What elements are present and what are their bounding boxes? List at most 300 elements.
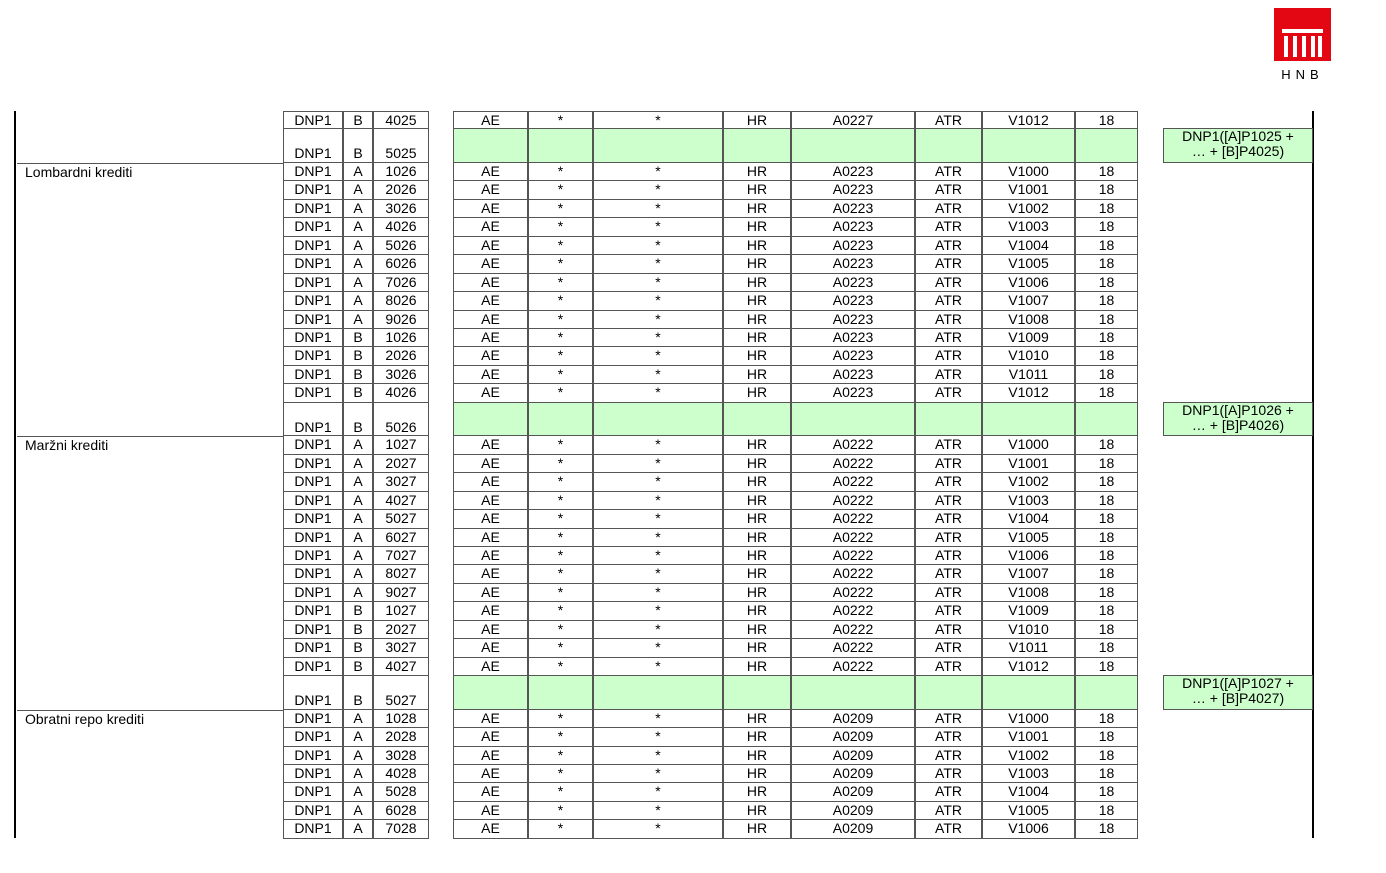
- cell-code: 3027: [373, 639, 429, 657]
- cell-account: A0209: [791, 728, 915, 746]
- cell-star-2: *: [593, 311, 723, 329]
- cell-sector: B: [343, 602, 373, 620]
- cell-value: 18: [1075, 329, 1138, 347]
- total-cell-star-2: [593, 403, 723, 437]
- cell-atr: ATR: [915, 455, 982, 473]
- cell-code: 8027: [373, 565, 429, 583]
- cell-code: 7026: [373, 274, 429, 292]
- cell-country: HR: [723, 492, 791, 510]
- cell-ae: AE: [453, 311, 528, 329]
- cell-variable: V1004: [982, 510, 1075, 528]
- cell-star-1: *: [528, 510, 593, 528]
- cell-country: HR: [723, 602, 791, 620]
- cell-star-1: *: [528, 529, 593, 547]
- cell-star-2: *: [593, 492, 723, 510]
- cell-star-2: *: [593, 163, 723, 181]
- cell-ae: AE: [453, 111, 528, 129]
- cell-dnp: DNP1: [283, 783, 343, 801]
- cell-code: 1026: [373, 329, 429, 347]
- cell-star-1: *: [528, 658, 593, 676]
- cell-account: A0222: [791, 658, 915, 676]
- cell-star-1: *: [528, 765, 593, 783]
- cell-atr: ATR: [915, 547, 982, 565]
- formula-line: DNP1([A]P1027 +: [1182, 675, 1294, 692]
- cell-account: A0223: [791, 329, 915, 347]
- cell-variable: V1006: [982, 547, 1075, 565]
- cell-account: A0223: [791, 181, 915, 199]
- cell-ae: AE: [453, 602, 528, 620]
- total-cell-star-2: [593, 676, 723, 710]
- cell-atr: ATR: [915, 492, 982, 510]
- cell-variable: V1002: [982, 747, 1075, 765]
- cell-country: HR: [723, 547, 791, 565]
- cell-sector: B: [343, 329, 373, 347]
- cell-account: A0209: [791, 802, 915, 820]
- cell-atr: ATR: [915, 111, 982, 129]
- cell-variable: V1011: [982, 639, 1075, 657]
- cell-sector: A: [343, 455, 373, 473]
- cell-dnp: DNP1: [283, 111, 343, 129]
- cell-variable: V1007: [982, 292, 1075, 310]
- cell-ae: AE: [453, 510, 528, 528]
- cell-star-2: *: [593, 255, 723, 273]
- total-cell-value: [1075, 129, 1138, 163]
- cell-variable: V1000: [982, 710, 1075, 728]
- cell-variable: V1010: [982, 621, 1075, 639]
- cell-country: HR: [723, 163, 791, 181]
- cell-value: 18: [1075, 710, 1138, 728]
- cell-value: 18: [1075, 584, 1138, 602]
- cell-value: 18: [1075, 728, 1138, 746]
- cell-star-1: *: [528, 783, 593, 801]
- cell-ae: AE: [453, 747, 528, 765]
- cell-account: A0223: [791, 384, 915, 402]
- cell-value: 18: [1075, 492, 1138, 510]
- right-border: [1312, 111, 1314, 838]
- cell-ae: AE: [453, 473, 528, 491]
- total-formula: [1163, 402, 1313, 437]
- cell-value: 18: [1075, 765, 1138, 783]
- total-cell-code: 5026: [373, 403, 429, 437]
- cell-ae: AE: [453, 200, 528, 218]
- cell-star-1: *: [528, 237, 593, 255]
- cell-code: 7027: [373, 547, 429, 565]
- cell-code: 9027: [373, 584, 429, 602]
- cell-sector: A: [343, 710, 373, 728]
- cell-dnp: DNP1: [283, 436, 343, 454]
- total-cell-dnp: DNP1: [283, 403, 343, 437]
- cell-atr: ATR: [915, 765, 982, 783]
- cell-star-2: *: [593, 181, 723, 199]
- cell-dnp: DNP1: [283, 602, 343, 620]
- cell-star-1: *: [528, 728, 593, 746]
- cell-value: 18: [1075, 658, 1138, 676]
- cell-dnp: DNP1: [283, 584, 343, 602]
- cell-sector: B: [343, 658, 373, 676]
- total-cell-account: [791, 403, 915, 437]
- cell-country: HR: [723, 802, 791, 820]
- cell-dnp: DNP1: [283, 710, 343, 728]
- cell-star-1: *: [528, 436, 593, 454]
- total-cell-country: [723, 676, 791, 710]
- cell-sector: A: [343, 473, 373, 491]
- cell-ae: AE: [453, 710, 528, 728]
- cell-ae: AE: [453, 237, 528, 255]
- cell-star-2: *: [593, 783, 723, 801]
- cell-dnp: DNP1: [283, 658, 343, 676]
- cell-star-1: *: [528, 455, 593, 473]
- cell-variable: V1003: [982, 765, 1075, 783]
- cell-star-1: *: [528, 311, 593, 329]
- cell-atr: ATR: [915, 292, 982, 310]
- cell-code: 5028: [373, 783, 429, 801]
- cell-atr: ATR: [915, 529, 982, 547]
- cell-star-1: *: [528, 366, 593, 384]
- cell-star-2: *: [593, 639, 723, 657]
- total-cell-country: [723, 129, 791, 163]
- cell-country: HR: [723, 621, 791, 639]
- cell-code: 6027: [373, 529, 429, 547]
- cell-value: 18: [1075, 510, 1138, 528]
- cell-dnp: DNP1: [283, 492, 343, 510]
- cell-sector: A: [343, 728, 373, 746]
- total-cell-sector: B: [343, 403, 373, 437]
- cell-account: A0222: [791, 436, 915, 454]
- cell-sector: A: [343, 200, 373, 218]
- cell-value: 18: [1075, 602, 1138, 620]
- cell-ae: AE: [453, 802, 528, 820]
- cell-star-2: *: [593, 710, 723, 728]
- cell-atr: ATR: [915, 181, 982, 199]
- cell-value: 18: [1075, 473, 1138, 491]
- cell-star-2: *: [593, 218, 723, 236]
- cell-account: A0222: [791, 639, 915, 657]
- cell-dnp: DNP1: [283, 366, 343, 384]
- cell-country: HR: [723, 255, 791, 273]
- cell-code: 8026: [373, 292, 429, 310]
- cell-variable: V1012: [982, 111, 1075, 129]
- cell-ae: AE: [453, 292, 528, 310]
- cell-star-1: *: [528, 492, 593, 510]
- cell-atr: ATR: [915, 747, 982, 765]
- total-cell-sector: B: [343, 129, 373, 163]
- cell-ae: AE: [453, 621, 528, 639]
- total-cell-ae: [453, 403, 528, 437]
- cell-atr: ATR: [915, 384, 982, 402]
- cell-star-1: *: [528, 200, 593, 218]
- cell-value: 18: [1075, 111, 1138, 129]
- cell-atr: ATR: [915, 565, 982, 583]
- cell-code: 3027: [373, 473, 429, 491]
- cell-atr: ATR: [915, 728, 982, 746]
- cell-sector: A: [343, 510, 373, 528]
- cell-code: 2026: [373, 181, 429, 199]
- cell-variable: V1008: [982, 584, 1075, 602]
- cell-sector: A: [343, 163, 373, 181]
- cell-variable: V1002: [982, 200, 1075, 218]
- cell-variable: V1004: [982, 783, 1075, 801]
- cell-star-2: *: [593, 366, 723, 384]
- cell-account: A0223: [791, 255, 915, 273]
- cell-variable: V1010: [982, 347, 1075, 365]
- total-cell-star-1: [528, 403, 593, 437]
- cell-account: A0209: [791, 783, 915, 801]
- cell-sector: A: [343, 492, 373, 510]
- cell-code: 5027: [373, 510, 429, 528]
- cell-sector: A: [343, 218, 373, 236]
- cell-value: 18: [1075, 274, 1138, 292]
- cell-atr: ATR: [915, 218, 982, 236]
- cell-account: A0223: [791, 366, 915, 384]
- group-label: Maržni krediti: [17, 436, 283, 454]
- cell-account: A0223: [791, 163, 915, 181]
- cell-star-1: *: [528, 111, 593, 129]
- cell-star-1: *: [528, 255, 593, 273]
- formula-line: DNP1([A]P1025 +: [1182, 128, 1294, 145]
- cell-sector: A: [343, 547, 373, 565]
- total-cell-atr: [915, 676, 982, 710]
- cell-dnp: DNP1: [283, 765, 343, 783]
- cell-sector: A: [343, 565, 373, 583]
- cell-star-2: *: [593, 565, 723, 583]
- cell-ae: AE: [453, 347, 528, 365]
- cell-variable: V1003: [982, 218, 1075, 236]
- cell-variable: V1002: [982, 473, 1075, 491]
- formula-line: DNP1([A]P1026 +: [1182, 401, 1294, 418]
- cell-variable: V1005: [982, 529, 1075, 547]
- cell-star-2: *: [593, 547, 723, 565]
- cell-sector: A: [343, 584, 373, 602]
- cell-star-1: *: [528, 602, 593, 620]
- cell-ae: AE: [453, 547, 528, 565]
- cell-dnp: DNP1: [283, 384, 343, 402]
- cell-country: HR: [723, 366, 791, 384]
- cell-ae: AE: [453, 820, 528, 838]
- cell-account: A0222: [791, 547, 915, 565]
- group-label: Obratni repo krediti: [17, 710, 283, 728]
- cell-value: 18: [1075, 200, 1138, 218]
- formula-line: … + [B]P4025): [1191, 143, 1285, 160]
- cell-ae: AE: [453, 783, 528, 801]
- total-cell-account: [791, 676, 915, 710]
- cell-star-2: *: [593, 584, 723, 602]
- cell-atr: ATR: [915, 473, 982, 491]
- cell-star-2: *: [593, 384, 723, 402]
- cell-country: HR: [723, 765, 791, 783]
- formula-line: … + [B]P4027): [1191, 690, 1285, 707]
- cell-atr: ATR: [915, 274, 982, 292]
- cell-star-2: *: [593, 820, 723, 838]
- cell-star-1: *: [528, 347, 593, 365]
- cell-star-2: *: [593, 111, 723, 129]
- cell-code: 6028: [373, 802, 429, 820]
- cell-variable: V1001: [982, 455, 1075, 473]
- cell-account: A0223: [791, 237, 915, 255]
- cell-ae: AE: [453, 163, 528, 181]
- cell-account: A0209: [791, 710, 915, 728]
- cell-variable: V1007: [982, 565, 1075, 583]
- cell-country: HR: [723, 783, 791, 801]
- cell-country: HR: [723, 473, 791, 491]
- cell-atr: ATR: [915, 255, 982, 273]
- cell-dnp: DNP1: [283, 565, 343, 583]
- cell-account: A0222: [791, 510, 915, 528]
- cell-star-2: *: [593, 765, 723, 783]
- cell-star-2: *: [593, 621, 723, 639]
- cell-dnp: DNP1: [283, 639, 343, 657]
- cell-ae: AE: [453, 565, 528, 583]
- cell-sector: A: [343, 255, 373, 273]
- left-border: [14, 111, 16, 838]
- cell-country: HR: [723, 710, 791, 728]
- cell-account: A0209: [791, 820, 915, 838]
- cell-star-1: *: [528, 329, 593, 347]
- cell-star-2: *: [593, 658, 723, 676]
- cell-dnp: DNP1: [283, 728, 343, 746]
- cell-country: HR: [723, 200, 791, 218]
- cell-code: 2026: [373, 347, 429, 365]
- cell-value: 18: [1075, 639, 1138, 657]
- cell-dnp: DNP1: [283, 455, 343, 473]
- total-cell-variable: [982, 403, 1075, 437]
- cell-ae: AE: [453, 274, 528, 292]
- cell-country: HR: [723, 274, 791, 292]
- cell-value: 18: [1075, 311, 1138, 329]
- cell-sector: A: [343, 436, 373, 454]
- cell-dnp: DNP1: [283, 255, 343, 273]
- cell-code: 5026: [373, 237, 429, 255]
- cell-ae: AE: [453, 436, 528, 454]
- cell-value: 18: [1075, 802, 1138, 820]
- cell-account: A0222: [791, 492, 915, 510]
- cell-sector: B: [343, 111, 373, 129]
- cell-star-1: *: [528, 710, 593, 728]
- cell-star-1: *: [528, 584, 593, 602]
- cell-variable: V1012: [982, 658, 1075, 676]
- cell-code: 1027: [373, 602, 429, 620]
- cell-ae: AE: [453, 492, 528, 510]
- cell-country: HR: [723, 639, 791, 657]
- cell-ae: AE: [453, 765, 528, 783]
- cell-sector: B: [343, 366, 373, 384]
- cell-star-1: *: [528, 181, 593, 199]
- cell-account: A0222: [791, 565, 915, 583]
- cell-code: 2027: [373, 621, 429, 639]
- cell-account: A0222: [791, 621, 915, 639]
- cell-value: 18: [1075, 218, 1138, 236]
- total-cell-account: [791, 129, 915, 163]
- cell-star-2: *: [593, 529, 723, 547]
- total-cell-atr: [915, 129, 982, 163]
- cell-account: A0223: [791, 347, 915, 365]
- total-cell-dnp: DNP1: [283, 676, 343, 710]
- cell-account: A0223: [791, 292, 915, 310]
- cell-variable: V1005: [982, 255, 1075, 273]
- cell-sector: A: [343, 274, 373, 292]
- cell-sector: A: [343, 747, 373, 765]
- cell-value: 18: [1075, 547, 1138, 565]
- cell-code: 6026: [373, 255, 429, 273]
- cell-sector: A: [343, 820, 373, 838]
- cell-value: 18: [1075, 783, 1138, 801]
- cell-account: A0227: [791, 111, 915, 129]
- cell-sector: A: [343, 783, 373, 801]
- total-cell-star-1: [528, 129, 593, 163]
- cell-dnp: DNP1: [283, 218, 343, 236]
- cell-country: HR: [723, 747, 791, 765]
- cell-variable: V1003: [982, 492, 1075, 510]
- cell-value: 18: [1075, 820, 1138, 838]
- total-cell-ae: [453, 129, 528, 163]
- cell-atr: ATR: [915, 802, 982, 820]
- cell-sector: A: [343, 802, 373, 820]
- cell-account: A0209: [791, 747, 915, 765]
- cell-dnp: DNP1: [283, 292, 343, 310]
- cell-dnp: DNP1: [283, 747, 343, 765]
- cell-value: 18: [1075, 565, 1138, 583]
- cell-atr: ATR: [915, 329, 982, 347]
- cell-account: A0222: [791, 584, 915, 602]
- cell-country: HR: [723, 510, 791, 528]
- cell-account: A0222: [791, 473, 915, 491]
- cell-star-1: *: [528, 565, 593, 583]
- cell-country: HR: [723, 311, 791, 329]
- cell-sector: B: [343, 639, 373, 657]
- total-cell-code: 5027: [373, 676, 429, 710]
- cell-star-2: *: [593, 274, 723, 292]
- cell-sector: B: [343, 621, 373, 639]
- cell-star-2: *: [593, 802, 723, 820]
- cell-star-1: *: [528, 218, 593, 236]
- cell-star-2: *: [593, 602, 723, 620]
- cell-variable: V1011: [982, 366, 1075, 384]
- cell-star-1: *: [528, 621, 593, 639]
- cell-country: HR: [723, 111, 791, 129]
- group-label: Lombardni krediti: [17, 163, 283, 181]
- cell-code: 3028: [373, 747, 429, 765]
- total-cell-ae: [453, 676, 528, 710]
- cell-account: A0223: [791, 218, 915, 236]
- cell-code: 9026: [373, 311, 429, 329]
- cell-atr: ATR: [915, 200, 982, 218]
- total-cell-star-2: [593, 129, 723, 163]
- cell-atr: ATR: [915, 311, 982, 329]
- cell-star-1: *: [528, 639, 593, 657]
- cell-atr: ATR: [915, 602, 982, 620]
- cell-country: HR: [723, 436, 791, 454]
- cell-star-1: *: [528, 384, 593, 402]
- cell-ae: AE: [453, 384, 528, 402]
- cell-code: 4027: [373, 658, 429, 676]
- cell-star-2: *: [593, 510, 723, 528]
- cell-atr: ATR: [915, 347, 982, 365]
- cell-star-1: *: [528, 547, 593, 565]
- cell-variable: V1008: [982, 311, 1075, 329]
- cell-value: 18: [1075, 181, 1138, 199]
- cell-dnp: DNP1: [283, 473, 343, 491]
- cell-value: 18: [1075, 347, 1138, 365]
- total-cell-atr: [915, 403, 982, 437]
- cell-dnp: DNP1: [283, 510, 343, 528]
- cell-atr: ATR: [915, 710, 982, 728]
- cell-value: 18: [1075, 237, 1138, 255]
- cell-country: HR: [723, 728, 791, 746]
- cell-code: 4027: [373, 492, 429, 510]
- cell-value: 18: [1075, 292, 1138, 310]
- cell-star-1: *: [528, 292, 593, 310]
- cell-sector: B: [343, 384, 373, 402]
- total-cell-sector: B: [343, 676, 373, 710]
